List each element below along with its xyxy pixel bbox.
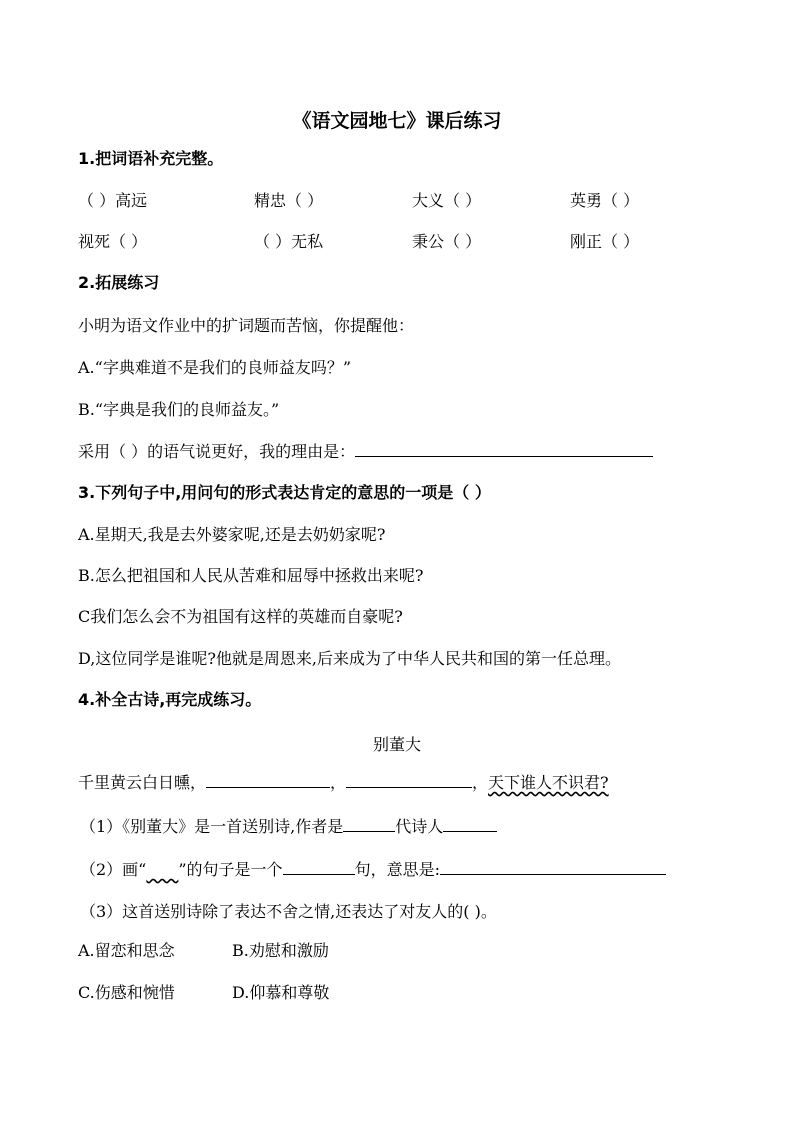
q3-option-c: C我们怎么会不为祖国有这样的英雄而自豪呢? bbox=[78, 607, 403, 626]
q4-sub2-text-c: 句，意思是: bbox=[354, 860, 440, 879]
q4-option-d: D.仰慕和尊敬 bbox=[232, 983, 330, 1002]
q3-heading: 3.下列句子中,用问句的形式表达肯定的意思的一项是（ ） bbox=[78, 483, 491, 502]
poem-line-start: 千里黄云白日曛， bbox=[78, 773, 207, 792]
q2-heading: 2.拓展练习 bbox=[78, 273, 160, 292]
q1-heading: 1.把词语补充完整。 bbox=[78, 149, 224, 168]
q4-sub2 bbox=[80, 859, 666, 881]
q4-author-blank[interactable] bbox=[443, 816, 497, 832]
page-title: 《语文园地七》课后练习 bbox=[292, 110, 502, 132]
poem-blank-1[interactable] bbox=[206, 772, 330, 788]
q1-item-4: 英勇（ ） bbox=[570, 191, 640, 210]
poem-blank-2[interactable] bbox=[346, 772, 472, 788]
q4-sub3: （3）这首送别诗除了表达不舍之情,还表达了对友人的( )。 bbox=[80, 902, 497, 921]
poem-comma-2: ， bbox=[472, 773, 489, 792]
q2-intro: 小明为语文作业中的扩词题而苦恼，你提醒他： bbox=[78, 316, 415, 335]
q4-sentence-type-blank[interactable] bbox=[283, 859, 355, 875]
q2-option-a: A.“字典难道不是我们的良师益友吗？” bbox=[78, 358, 352, 377]
q1-item-8: 刚正（ ） bbox=[570, 232, 640, 251]
q3-option-b: B.怎么把祖国和人民从苦难和屈辱中拯救出来呢? bbox=[78, 566, 424, 585]
q1-item-7: 秉公（ ） bbox=[412, 232, 482, 251]
q4-sub1 bbox=[80, 816, 497, 838]
q1-item-6: （ ）无私 bbox=[254, 232, 324, 251]
q3-option-a: A.星期天,我是去外婆家呢,还是去奶奶家呢? bbox=[78, 525, 386, 544]
q1-item-3: 大义（ ） bbox=[412, 191, 482, 210]
q4-heading: 4.补全古诗,再完成练习。 bbox=[78, 690, 262, 709]
q1-item-1: （ ）高远 bbox=[78, 191, 148, 210]
q4-sub2-wavy-mark bbox=[146, 860, 178, 879]
q1-item-2: 精忠（ ） bbox=[254, 191, 324, 210]
q4-sub2-text-b: ”的句子是一个 bbox=[178, 860, 283, 879]
q2-option-b: B.“字典是我们的良师益友。” bbox=[78, 400, 280, 419]
q4-era-blank[interactable] bbox=[343, 816, 395, 832]
poem-line bbox=[78, 772, 609, 794]
q3-option-d: D,这位同学是谁呢?他就是周恩来,后来成为了中华人民共和国的第一任总理。 bbox=[78, 649, 622, 668]
q4-option-c: C.伤感和惋惜 bbox=[78, 983, 175, 1002]
q2-reason-blank[interactable] bbox=[355, 441, 653, 457]
q1-item-5: 视死（ ） bbox=[78, 232, 148, 251]
q4-sub1-text-b: 代诗人 bbox=[395, 817, 444, 836]
poem-line-end: 天下谁人不识君? bbox=[488, 773, 609, 792]
q4-option-a: A.留恋和思念 bbox=[78, 941, 175, 960]
q2-answer-line bbox=[78, 441, 653, 463]
q2-answer-prefix: 采用（ ）的语气说更好，我的理由是： bbox=[78, 442, 356, 461]
poem-comma-1: ， bbox=[330, 773, 347, 792]
q4-meaning-blank[interactable] bbox=[440, 859, 666, 875]
q4-sub2-text-a: （2）画“ bbox=[80, 860, 147, 879]
q4-sub1-text-a: （1）《别董大》是一首送别诗,作者是 bbox=[80, 817, 344, 836]
q4-option-b: B.劝慰和激励 bbox=[232, 941, 329, 960]
poem-title: 别董大 bbox=[372, 735, 421, 754]
